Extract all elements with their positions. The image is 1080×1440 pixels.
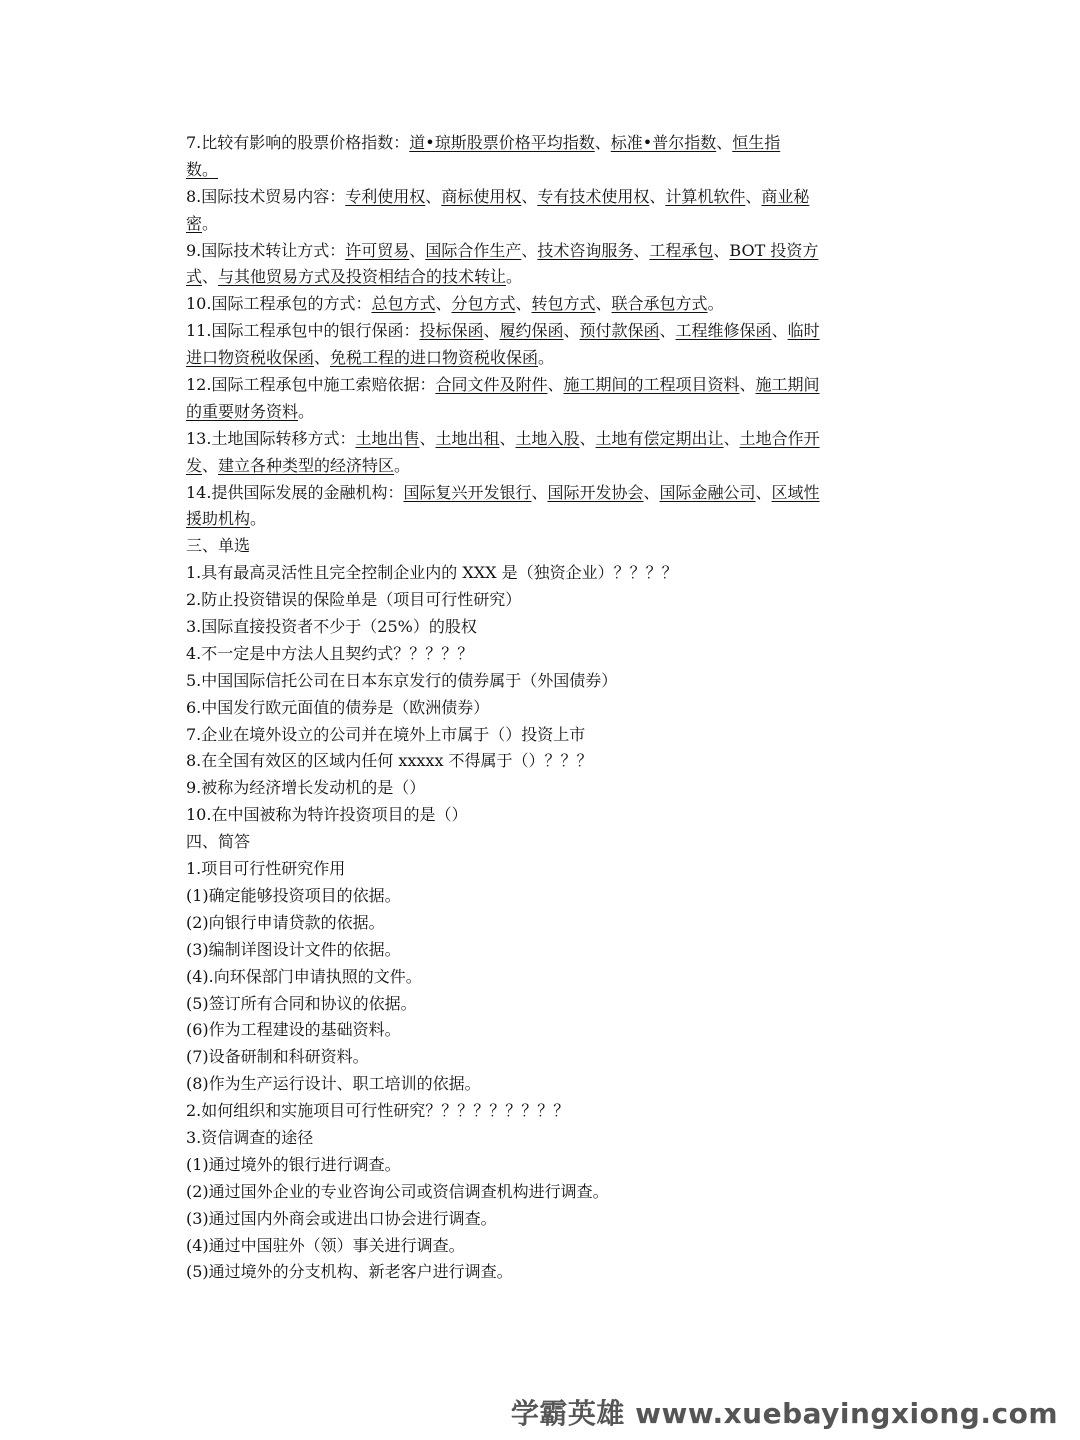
underlined-answer: 援助机构 (186, 509, 251, 529)
underlined-answer: 道•琼斯股票价格平均指数 (409, 133, 595, 152)
text-segment: 。 (707, 294, 724, 314)
text-line (186, 1125, 898, 1152)
text-line (186, 130, 898, 157)
underlined-answer: 预付款保函 (579, 321, 660, 341)
text-segment: 2.如何组织和实施项目可行性研究？？？？？？？？？ (186, 1101, 570, 1121)
text-segment: 4.不一定是中方法人且契约式？？？？？ (186, 643, 474, 663)
text-segment: 1.项目可行性研究作用 (186, 859, 346, 879)
text-segment: 、 (716, 133, 733, 152)
text-line (186, 829, 898, 856)
underlined-answer: 建立各种类型的经济特区 (218, 455, 395, 475)
text-line (186, 910, 898, 937)
text-line (186, 1017, 898, 1044)
text-line (186, 345, 898, 372)
text-segment: 9.被称为经济增长发动机的是（） (186, 778, 426, 798)
text-segment: 3.资信调查的途径 (186, 1127, 314, 1147)
text-line (186, 1098, 898, 1125)
text-segment: 1.具有最高灵活性且完全控制企业内的 XXX 是（独资企业）？？？？ (186, 563, 678, 583)
text-line (186, 453, 898, 480)
text-line (186, 480, 898, 507)
text-line (186, 533, 898, 560)
text-segment: 、 (633, 240, 650, 260)
text-line (186, 668, 898, 695)
text-line (186, 1044, 898, 1071)
underlined-answer: 国际复兴开发银行 (403, 482, 532, 502)
underlined-answer: 式 (186, 267, 203, 287)
text-segment: 、 (483, 321, 500, 341)
underlined-answer: 土地合作开 (739, 428, 820, 448)
underlined-answer: 标准•普尔指数 (610, 133, 717, 152)
text-segment: 8.在全国有效区的区域内任何 xxxxx 不得属于（）？？？ (186, 751, 593, 771)
text-segment: 。 (506, 267, 523, 287)
text-segment: 14.提供国际发展的金融机构： (186, 482, 404, 502)
text-segment: 、 (409, 240, 426, 260)
text-segment: 11.国际工程承包中的银行保函： (186, 321, 420, 341)
text-line (186, 1206, 898, 1233)
text-segment: 10.国际工程承包的方式： (186, 294, 372, 314)
underlined-answer: 总包方式 (371, 294, 436, 314)
text-segment: 2.防止投资错误的保险单是（项目可行性研究） (186, 590, 522, 610)
text-segment: 、 (547, 375, 564, 395)
text-segment: 。 (298, 401, 315, 421)
site-watermark: 学霸英雄 www.xuebayingxiong.com (510, 1397, 1058, 1430)
underlined-answer: 密 (186, 213, 203, 233)
text-line (186, 318, 898, 345)
text-segment: 、 (723, 428, 740, 448)
text-segment: 、 (649, 186, 666, 206)
underlined-answer: 分包方式 (451, 294, 516, 314)
text-segment: (4)通过中国驻外（领）事关进行调查。 (186, 1235, 465, 1255)
text-segment: 、 (202, 455, 219, 475)
text-segment: 、 (521, 186, 538, 206)
text-line (186, 964, 898, 991)
underlined-answer: 进口物资税收保函 (186, 348, 315, 368)
text-segment: (3)编制详图设计文件的依据。 (186, 939, 401, 959)
text-line (186, 157, 898, 184)
text-segment: 、 (419, 428, 436, 448)
underlined-answer: 恒生指 (732, 133, 781, 152)
text-segment: 、 (659, 321, 676, 341)
text-segment: (1)通过境外的银行进行调查。 (186, 1154, 401, 1174)
underlined-answer: 投标保函 (419, 321, 484, 341)
text-segment: 。 (394, 455, 411, 475)
underlined-answer: 许可贸易 (345, 240, 410, 260)
text-segment: 、 (771, 321, 788, 341)
underlined-answer: 履约保函 (499, 321, 564, 341)
text-segment: 、 (202, 267, 219, 287)
text-line (186, 641, 898, 668)
text-segment: 12.国际工程承包中施工索赔依据： (186, 375, 436, 395)
underlined-answer: 工程承包 (649, 240, 714, 260)
underlined-answer: 区域性 (771, 482, 820, 502)
text-line (186, 211, 898, 238)
underlined-answer: 发 (186, 455, 203, 475)
text-line (186, 748, 898, 775)
text-segment: 10.在中国被称为特许投资项目的是（） (186, 805, 468, 825)
text-segment: 、 (745, 186, 762, 206)
text-line (186, 1233, 898, 1260)
text-segment: 。 (538, 348, 555, 368)
text-line (186, 695, 898, 722)
text-segment: (8)作为生产运行设计、职工培训的依据。 (186, 1074, 481, 1094)
text-segment: 、 (755, 482, 772, 502)
text-line (186, 802, 898, 829)
underlined-answer: BOT 投资方 (729, 240, 819, 260)
text-segment: (7)设备研制和科研资料。 (186, 1047, 369, 1067)
text-segment: 、 (713, 240, 730, 260)
underlined-answer: 商标使用权 (441, 186, 522, 206)
text-segment: 三、单选 (186, 536, 251, 556)
underlined-answer: 转包方式 (531, 294, 596, 314)
underlined-answer: 土地入股 (515, 428, 580, 448)
underlined-answer: 合同文件及附件 (435, 375, 548, 395)
text-segment: 、 (499, 428, 516, 448)
text-segment: 13.土地国际转移方式： (186, 428, 356, 448)
text-segment: 7.企业在境外设立的公司并在境外上市属于（）投资上市 (186, 724, 586, 744)
underlined-answer: 国际开发协会 (547, 482, 644, 502)
text-line (186, 1152, 898, 1179)
text-line (186, 856, 898, 883)
text-segment: 四、简答 (186, 832, 251, 852)
text-segment: 。 (202, 213, 219, 233)
text-segment: 7.比较有影响的股票价格指数： (186, 133, 410, 152)
underlined-answer: 计算机软件 (665, 186, 746, 206)
text-segment: 、 (425, 186, 442, 206)
text-line (186, 291, 898, 318)
text-line (186, 184, 898, 211)
underlined-answer: 商业秘 (761, 186, 810, 206)
underlined-answer: 土地有偿定期出让 (595, 428, 724, 448)
text-line (186, 991, 898, 1018)
text-segment: 6.中国发行欧元面值的债券是（欧洲债券） (186, 697, 490, 717)
text-segment: (4).向环保部门申请执照的文件。 (186, 966, 422, 986)
text-segment: 、 (595, 294, 612, 314)
text-segment: 、 (739, 375, 756, 395)
text-line (186, 775, 898, 802)
text-line (186, 614, 898, 641)
text-line (186, 506, 898, 533)
text-segment: 8.国际技术贸易内容： (186, 186, 346, 206)
text-segment: 。 (250, 509, 267, 529)
text-line (186, 238, 898, 265)
text-segment: 、 (594, 133, 611, 152)
underlined-answer: 国际金融公司 (659, 482, 756, 502)
text-line (186, 560, 898, 587)
text-segment: 、 (643, 482, 660, 502)
text-segment: (5)通过境外的分支机构、新老客户进行调查。 (186, 1262, 513, 1282)
text-segment: (3)通过国内外商会或进出口协会进行调查。 (186, 1208, 497, 1228)
text-line (186, 1071, 898, 1098)
text-line (186, 372, 898, 399)
underlined-answer: 工程维修保函 (675, 321, 772, 341)
text-segment: (5)签订所有合同和协议的依据。 (186, 993, 417, 1013)
text-segment: (6)作为工程建设的基础资料。 (186, 1020, 401, 1040)
underlined-answer: 的重要财务资料 (186, 401, 299, 421)
underlined-answer: 免税工程的进口物资税收保函 (330, 348, 539, 368)
text-segment: 、 (521, 240, 538, 260)
underlined-answer: 专有技术使用权 (537, 186, 650, 206)
text-segment: 、 (435, 294, 452, 314)
underlined-answer: 施工期间的工程项目资料 (563, 375, 740, 395)
underlined-answer: 技术咨询服务 (537, 240, 634, 260)
text-line (186, 426, 898, 453)
text-segment: (2)通过国外企业的专业咨询公司或资信调查机构进行调查。 (186, 1181, 609, 1201)
text-line (186, 1179, 898, 1206)
document-body (186, 130, 898, 1286)
text-segment: 、 (515, 294, 532, 314)
underlined-answer: 临时 (787, 321, 820, 341)
underlined-answer: 土地出租 (435, 428, 500, 448)
text-segment: 、 (563, 321, 580, 341)
text-line (186, 937, 898, 964)
text-segment: 、 (314, 348, 331, 368)
text-line (186, 722, 898, 749)
text-segment: 、 (531, 482, 548, 502)
text-segment: 、 (579, 428, 596, 448)
text-line (186, 399, 898, 426)
text-line (186, 883, 898, 910)
text-line (186, 264, 898, 291)
underlined-answer: 土地出售 (355, 428, 420, 448)
text-line (186, 1259, 898, 1286)
underlined-answer: 与其他贸易方式及投资相结合的技术转让 (218, 267, 507, 287)
text-segment: 5.中国国际信托公司在日本东京发行的债券属于（外国债券） (186, 670, 618, 690)
text-segment: (1)确定能够投资项目的依据。 (186, 885, 401, 905)
underlined-answer: 国际合作生产 (425, 240, 522, 260)
underlined-answer: 施工期间 (755, 375, 820, 395)
underlined-answer: 联合承包方式 (611, 294, 708, 314)
text-segment: (2)向银行申请贷款的依据。 (186, 912, 385, 932)
underlined-answer: 数。 (186, 159, 219, 179)
underlined-answer: 专利使用权 (345, 186, 426, 206)
text-segment: 9.国际技术转让方式： (186, 240, 346, 260)
text-segment: 3.国际直接投资者不少于（25%）的股权 (186, 617, 477, 637)
text-line (186, 587, 898, 614)
